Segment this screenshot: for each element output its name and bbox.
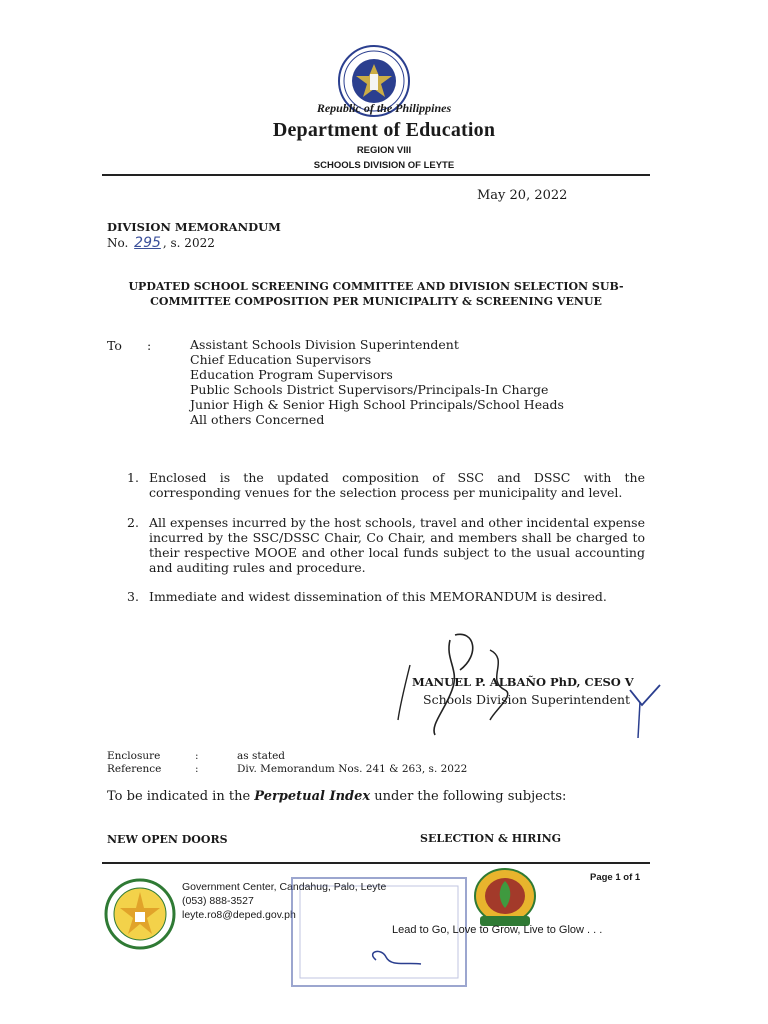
recipient-item: Junior High & Senior High School Principals/School Heads: [190, 397, 564, 412]
item-text: Immediate and widest dissemination of this MEMORANDUM is desired.: [149, 589, 607, 604]
memo-item-1: [127, 470, 645, 500]
memo-number: [107, 235, 215, 251]
item-number: 1.: [127, 470, 139, 485]
leyte-leeding-logo: [470, 866, 540, 930]
recipient-item: Assistant Schools Division Superintendent: [190, 337, 459, 352]
page-number: Page 1 of 1: [590, 872, 641, 883]
item-number: 3.: [127, 589, 139, 604]
reference-table: [107, 750, 467, 776]
footer-address: Government Center, Candahug, Palo, Leyte: [182, 881, 387, 893]
memo-no-handwritten: 295: [134, 235, 161, 251]
memo-item-3: [127, 589, 645, 604]
footer-phone: (053) 888-3527: [182, 895, 254, 907]
reference-row: Enclosure : as stated: [107, 750, 286, 762]
memo-item-2: [127, 515, 645, 575]
footer-motto: Lead to Go, Love to Grow, Live to Glow . . .: [392, 924, 603, 936]
subject-line-2: COMMITTEE COMPOSITION PER MUNICIPALITY & SCREENING VENUE: [150, 295, 602, 308]
memo-no-prefix: No.: [107, 236, 129, 250]
signatory-name: MANUEL P. ALBAÑO PhD, CESO V: [412, 675, 634, 689]
item-text: Enclosed is the updated composition of SSC and DSSC with the corresponding venues for the selection process per municipality and level.: [149, 470, 645, 500]
memo-date: May 20, 2022: [477, 188, 568, 203]
reference-row: Reference : Div. Memorandum Nos. 241 & 263, s. 2022: [107, 763, 468, 775]
to-colon: :: [147, 338, 152, 353]
signatory-title: Schools Division Superintendent: [423, 692, 631, 707]
recipient-item: All others Concerned: [190, 412, 325, 427]
to-label: To: [107, 338, 122, 353]
footer-email: leyte.ro8@deped.gov.ph: [182, 909, 296, 921]
item-text: All expenses incurred by the host schools, travel and other incidental expense incurred by the SSC/DSSC Chair, Co Chair, and members shall be charged to their respective MOOE and other local funds subject to the usual accounting and auditing rules and procedure.: [149, 515, 645, 575]
memo-subject: [102, 279, 650, 309]
header-divider: [102, 174, 650, 176]
memo-label: DIVISION MEMORANDUM: [107, 220, 281, 234]
recipient-item: Public Schools District Supervisors/Principals-In Charge: [190, 382, 549, 397]
perpetual-index-line: To be indicated in the Perpetual Index under the following subjects:: [107, 789, 567, 804]
subject-line-1: UPDATED SCHOOL SCREENING COMMITTEE AND DIVISION SELECTION SUB-: [128, 280, 624, 293]
division-of-leyte-logo: [104, 878, 176, 950]
recipient-item: Education Program Supervisors: [190, 367, 393, 382]
republic-line: Republic of the Philippines: [316, 101, 452, 115]
index-subject: NEW OPEN DOORS: [107, 833, 228, 846]
perpetual-index-label: Perpetual Index: [254, 789, 371, 804]
memo-series: , s. 2022: [162, 236, 215, 250]
department-title: Department of Education: [272, 119, 496, 141]
region-line: REGION VIII: [356, 145, 412, 156]
footer-divider: [102, 862, 650, 864]
item-number: 2.: [127, 515, 139, 530]
recipient-item: Chief Education Supervisors: [190, 352, 372, 367]
index-subject: SELECTION & HIRING: [420, 832, 562, 845]
division-line: SCHOOLS DIVISION OF LEYTE: [313, 160, 455, 171]
recipient-list: [190, 337, 564, 427]
